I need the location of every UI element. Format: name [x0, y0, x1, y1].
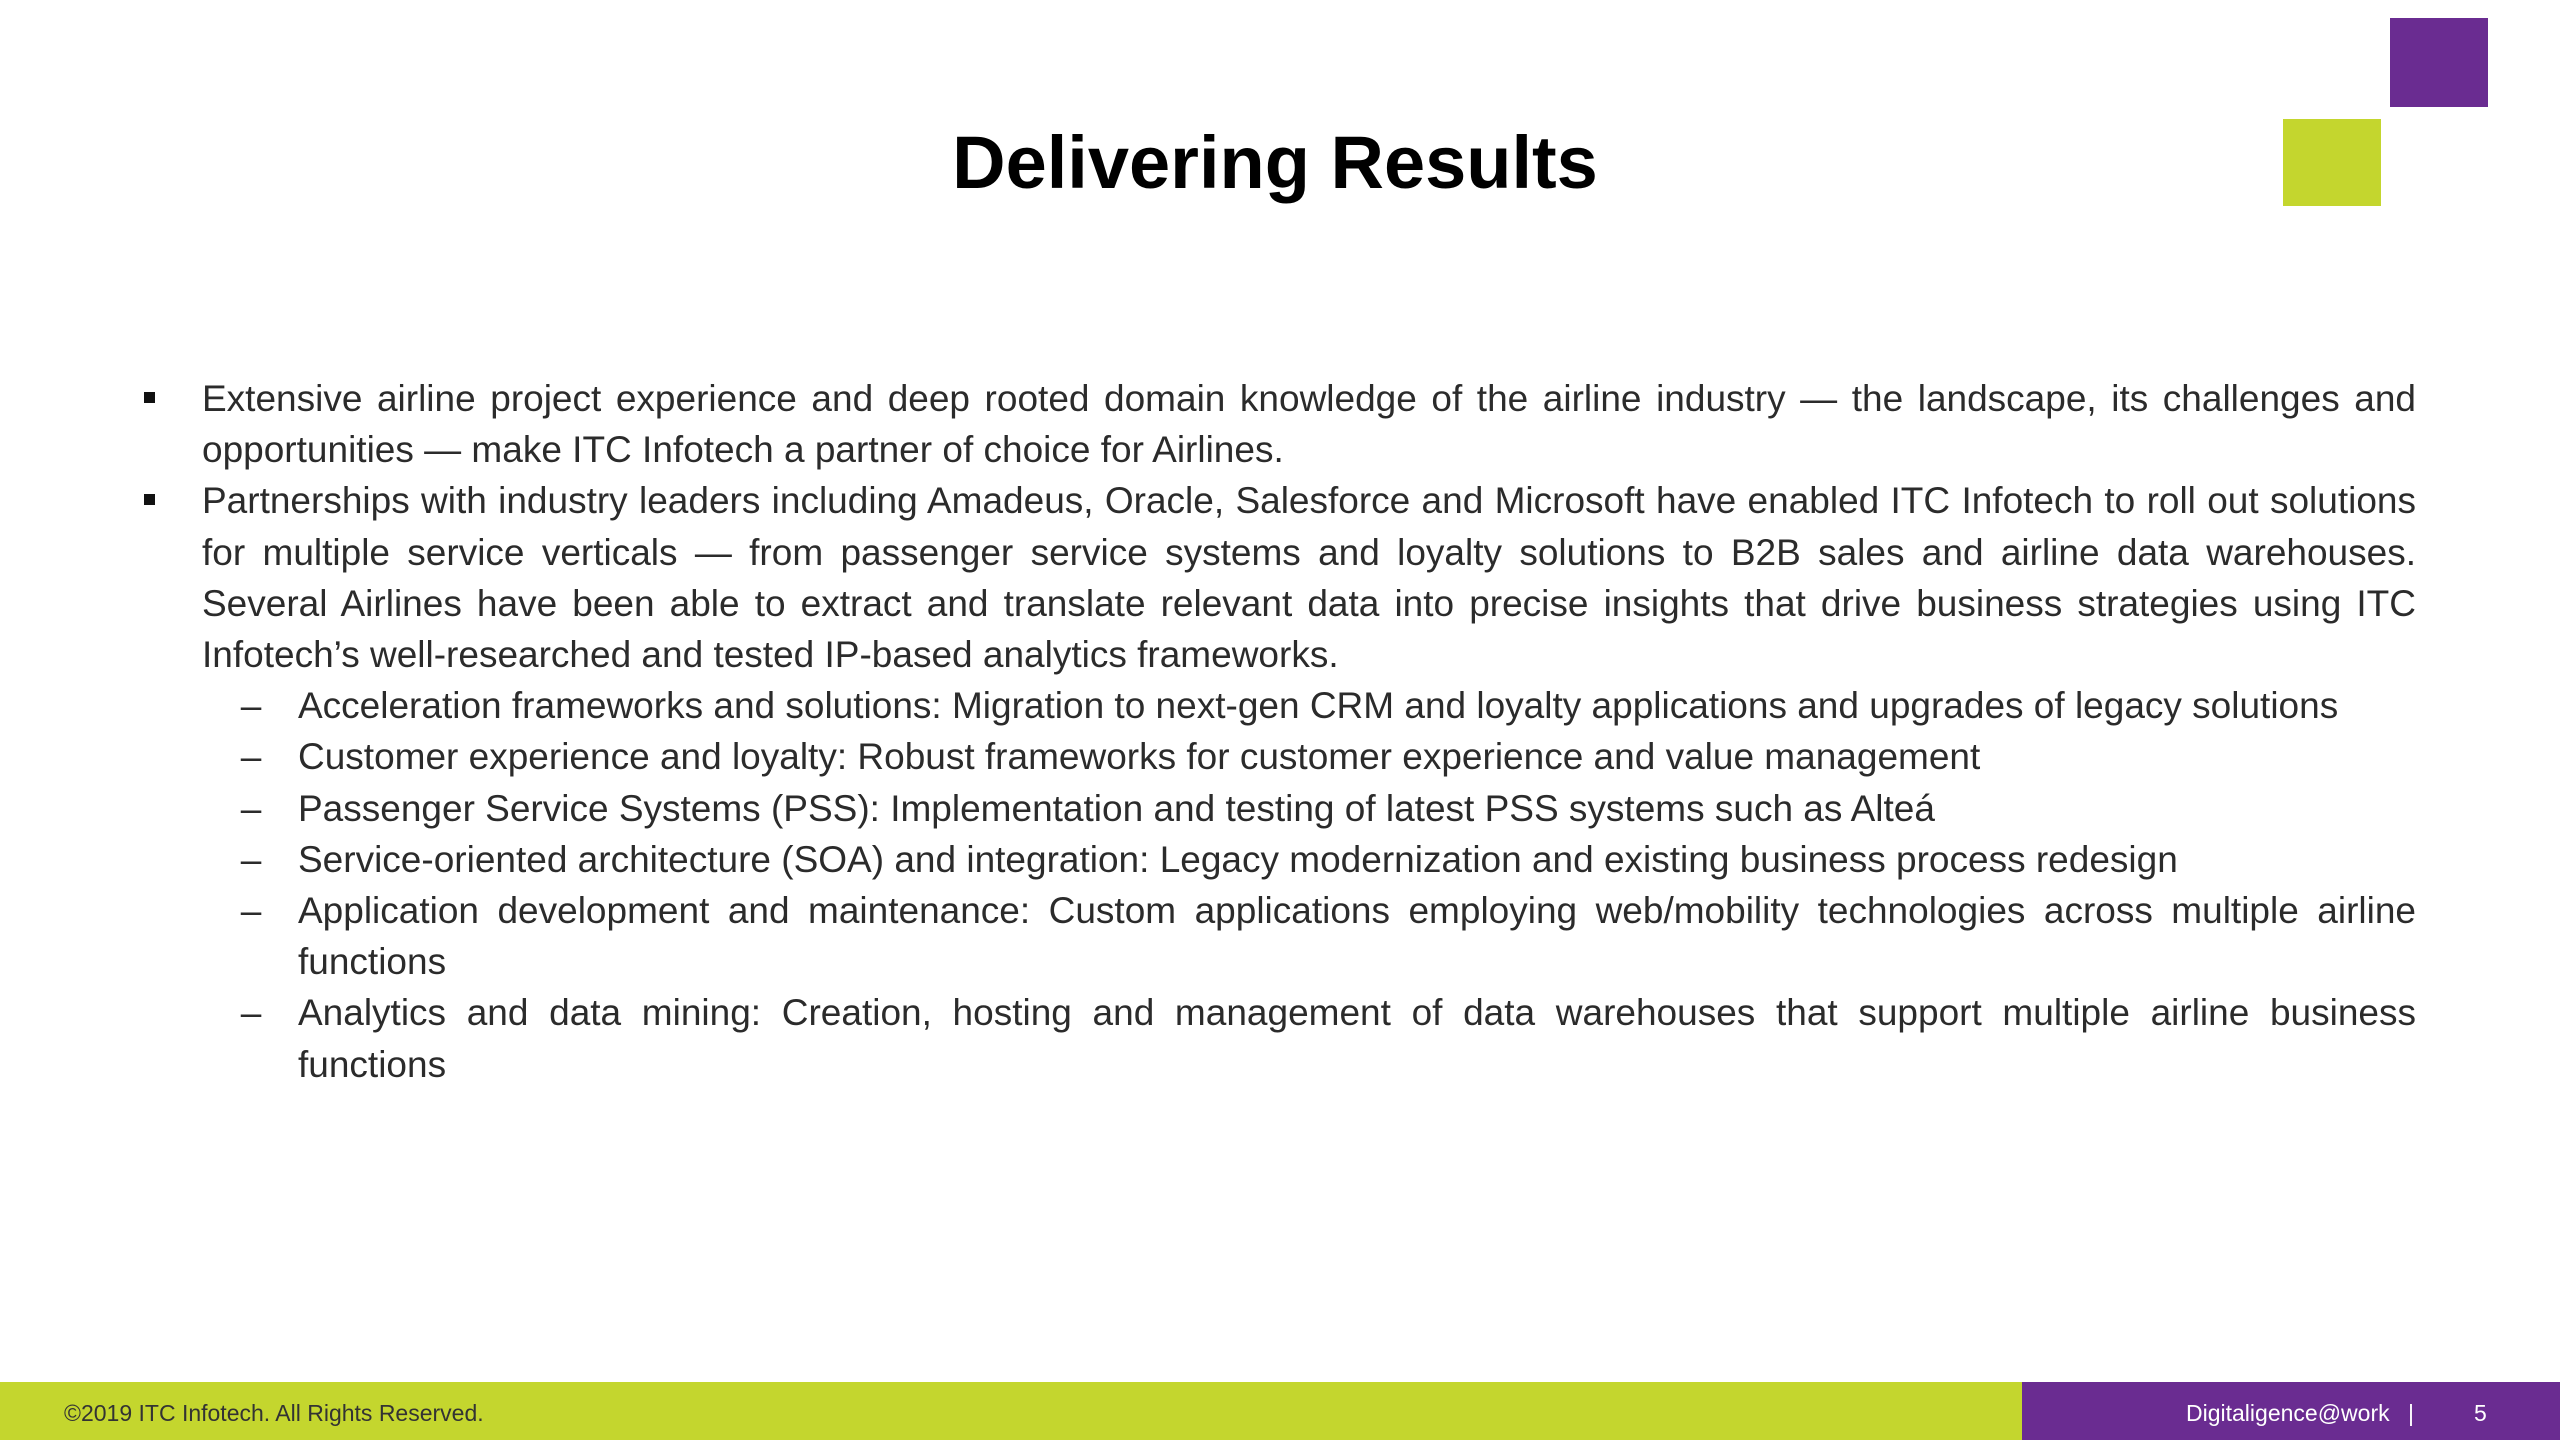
sub-bullet-item [240, 783, 2416, 834]
dash-bullet-icon: – [240, 890, 262, 932]
bullet-item [140, 475, 2416, 680]
sub-bullet-item [240, 834, 2416, 885]
dash-bullet-icon: – [240, 838, 262, 880]
dash-bullet-icon: – [240, 787, 262, 829]
sub-bullet-text: Customer experience and loyalty: Robust frameworks for customer experience and value management [298, 736, 1981, 778]
footer-separator: | [2408, 1400, 2414, 1426]
dash-bullet-icon: – [240, 992, 262, 1034]
sub-bullet-item [240, 680, 2416, 731]
sub-bullet-text: Acceleration frameworks and solutions: Migration to next-gen CRM and loyalty applications and upgrades of legacy solutions [298, 685, 2339, 727]
dash-bullet-icon: – [240, 685, 262, 727]
sub-bullet-text: Service-oriented architecture (SOA) and integration: Legacy modernization and existing business process redesign [298, 838, 2178, 880]
purple-square-decoration [2390, 18, 2488, 107]
copyright-text: ©2019 ITC Infotech. All Rights Reserved. [64, 1400, 484, 1426]
sub-bullet-text: Passenger Service Systems (PSS): Implementation and testing of latest PSS systems such as Alteá [298, 787, 1935, 829]
bullet-item [140, 373, 2416, 475]
dash-bullet-icon: – [240, 736, 262, 778]
sub-bullet-item [240, 987, 2416, 1089]
sub-bullet-item [240, 885, 2416, 987]
page-number: 5 [2474, 1400, 2487, 1426]
sub-bullet-item [240, 731, 2416, 782]
sub-bullet-text: Analytics and data mining: Creation, hosting and management of data warehouses that support multiple airline business functions [298, 992, 2416, 1085]
square-bullet-icon [144, 494, 155, 505]
brand-tagline: Digitaligence@work [2186, 1400, 2390, 1426]
sub-bullet-text: Application development and maintenance: Custom applications employing web/mobility technologies across multiple airline functions [298, 890, 2416, 983]
bullet-text: Partnerships with industry leaders including Amadeus, Oracle, Salesforce and Microsoft have enabled ITC Infotech to roll out solutions for multiple service verticals — from passenger service systems and loyalty solutions to B2B sales and airline data warehouses. Several Airlines have been able to extract and translate relevant data into precise insights that drive business strategies using ITC Infotech’s well-researched and tested IP-based analytics frameworks. [202, 480, 2416, 676]
slide-body [140, 373, 2416, 1090]
square-bullet-icon [144, 392, 155, 403]
sub-bullet-list [240, 680, 2416, 1090]
bullet-text: Extensive airline project experience and deep rooted domain knowledge of the airline industry — the landscape, its challenges and opportunities — make ITC Infotech a partner of choice for Airlines. [202, 378, 2416, 471]
slide-title: Delivering Results [952, 121, 1598, 204]
